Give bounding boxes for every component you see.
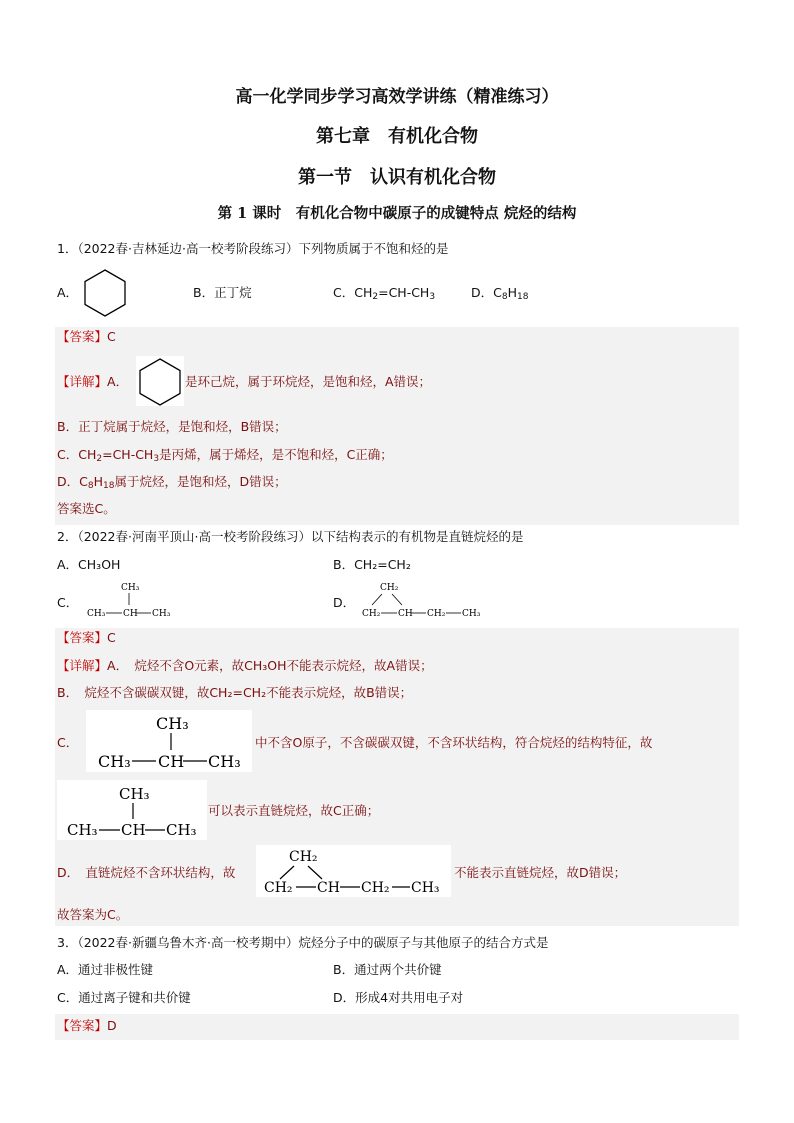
q1-detail-a-text: 是环己烷，属于环烷烃，是饱和烃，A错误； [185, 374, 432, 389]
q1-option-c: C．$CH_2=CH-CH_3$ [333, 285, 436, 302]
svg-text:CH₂: CH₂ [264, 880, 293, 896]
svg-text:CH₂: CH₂ [380, 583, 399, 593]
q2-option-c-structure [85, 580, 180, 622]
q2-detail-c2-text: 可以表示直链烷烃，故C正确； [208, 803, 380, 818]
svg-text:CH: CH [158, 752, 185, 771]
svg-text:CH₃: CH₃ [98, 752, 131, 771]
q2-conclusion: 故答案为C。 [57, 907, 129, 922]
q2-option-b: B．CH₂=CH₂ [333, 557, 411, 572]
q2-stem: 2．（2022春·河南平顶山·高一校考阶段练习）以下结构表示的有机物是直链烷烃的是 [57, 529, 524, 544]
svg-text:CH₃: CH₃ [87, 609, 106, 619]
svg-text:CH₃: CH₃ [411, 880, 440, 896]
svg-text:CH₂: CH₂ [361, 880, 390, 896]
svg-text:CH₃: CH₃ [462, 609, 481, 619]
section-title: 第一节 认识有机化合物 [298, 167, 496, 188]
svg-text:CH₂: CH₂ [362, 609, 381, 619]
q2-detail-a: 【详解】A． 烷烃不含O元素，故CH₃OH不能表示烷烃，故A错误； [57, 658, 433, 673]
q3-option-a: A．通过非极性键 [57, 962, 154, 977]
q1-detail-c: C．$CH_2=CH-CH_3$是丙烯，属于烯烃，是不饱和烃，C正确； [57, 447, 393, 464]
q1-detail-cyclohexane-image [136, 356, 184, 406]
q1-option-a: A． [57, 285, 79, 300]
q1-answer: 【答案】C [57, 329, 116, 344]
methylcyclopropane-like-structure [256, 845, 451, 897]
q3-option-d: D．形成4对共用电子对 [333, 990, 464, 1005]
q3-option-c: C．通过离子键和共价键 [57, 990, 191, 1005]
svg-text:CH₃: CH₃ [156, 714, 189, 733]
q2-detail-b: B． 烷烃不含碳碳双键，故CH₂=CH₂不能表示烷烃，故B错误； [57, 685, 413, 700]
q1-conclusion: 答案选C。 [57, 501, 116, 516]
svg-text:CH: CH [123, 609, 138, 619]
svg-text:CH₂: CH₂ [427, 609, 446, 619]
q2-detail-c-text: 中不含O原子，不含碳碳双键，不含环状结构，符合烷烃的结构特征，故 [255, 735, 653, 750]
q2-detail-c: C． [57, 735, 79, 750]
q2-option-c: C． [57, 595, 79, 610]
q2-detail-d-image [256, 845, 451, 897]
svg-text:CH₃: CH₃ [121, 583, 140, 593]
propane-structure-2 [57, 780, 207, 840]
q2-detail-d-text: 不能表示直链烷烃，故D错误； [454, 865, 627, 880]
q3-answer: 【答案】D [57, 1018, 117, 1033]
q2-answer: 【答案】C [57, 630, 116, 645]
q2-option-d-structure [360, 580, 490, 622]
q3-answer-block [55, 1014, 739, 1040]
svg-text:CH₃: CH₃ [208, 752, 241, 771]
q1-stem: 1．（2022春·吉林延边·高一校考阶段练习）下列物质属于不饱和烃的是 [57, 241, 449, 256]
svg-text:CH: CH [317, 880, 340, 896]
lesson-title: 第 1 课时 有机化合物中碳原子的成键特点 烷烃的结构 [217, 205, 577, 222]
document-title: 高一化学同步学习高效学讲练（精准练习） [235, 87, 559, 107]
q1-detail-d: D．$C_8H_{18}$属于烷烃，是饱和烃，D错误； [57, 474, 287, 491]
q2-option-a: A．CH₃OH [57, 557, 121, 572]
svg-text:CH₃: CH₃ [119, 785, 150, 803]
q1-detail-a: 【详解】A． [57, 374, 129, 389]
q1-option-d: D．$C_8H_{18}$ [471, 285, 529, 302]
chapter-title: 第七章 有机化合物 [316, 126, 478, 147]
cyclohexane-structure [80, 268, 130, 318]
q2-detail-c-image-2 [57, 780, 207, 840]
svg-text:CH: CH [121, 821, 146, 839]
svg-text:CH₃: CH₃ [166, 821, 197, 839]
q3-option-b: B．通过两个共价键 [333, 962, 442, 977]
q2-option-d: D． [333, 595, 356, 610]
svg-text:CH: CH [398, 609, 413, 619]
svg-text:CH₃: CH₃ [152, 609, 171, 619]
q3-stem: 3．（2022春·新疆乌鲁木齐·高一校考期中）烷烃分子中的碳原子与其他原子的结合方式是 [57, 935, 549, 950]
svg-text:CH₃: CH₃ [67, 821, 98, 839]
q1-detail-b: B．正丁烷属于烷烃，是饱和烃，B错误； [57, 419, 287, 434]
propane-structure-1 [86, 710, 252, 772]
q2-detail-d: D． 直链烷烃不含环状结构，故 [57, 865, 236, 880]
q1-option-b: B．正丁烷 [193, 285, 252, 300]
svg-text:CH₂: CH₂ [289, 849, 318, 865]
q2-detail-c-image-1 [86, 710, 252, 772]
cyclohexane-detail-structure [136, 356, 184, 406]
